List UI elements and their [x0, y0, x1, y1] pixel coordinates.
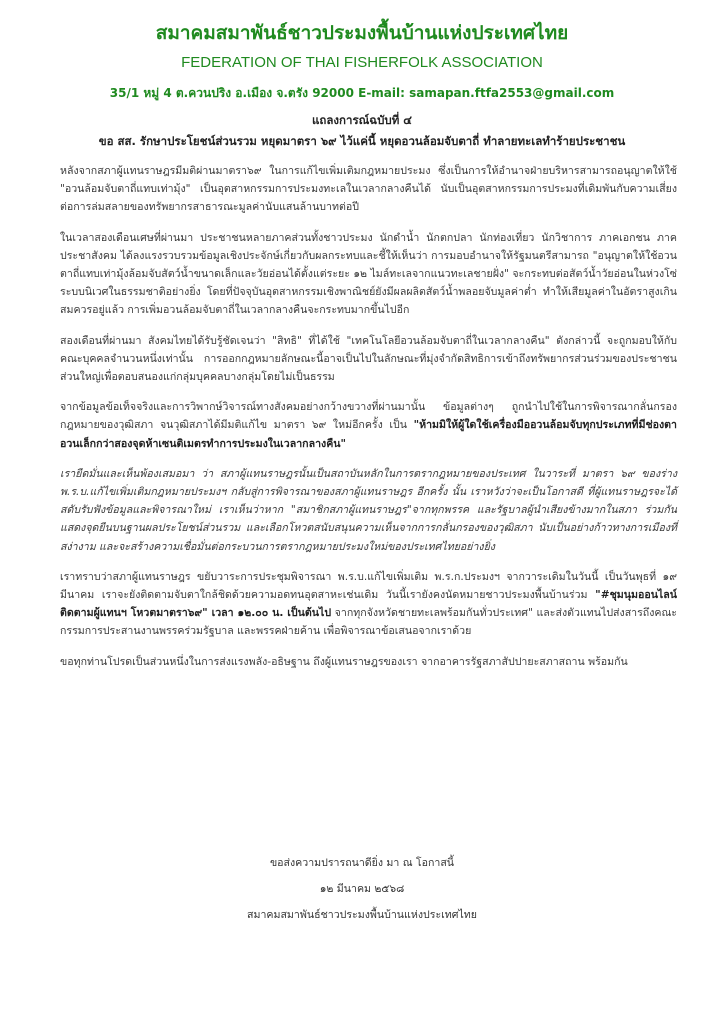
paragraph-3: สองเดือนที่ผ่านมา สังคมไทยได้รับรู้ชัดเจนว่า "สิทธิ" ที่ได้ใช้ "เทคโนโลยีอวนล้อมจับตาถี่ในเวลากลางคืน" ดังกล่าวนี้ จะถูกมอบให้กับคณะบุคคลจำนวนหนึ่งเท่านั้น การออกกฎหมายลักษณะนี้อาจเป็นไปในลักษณะที่มุ่งจำกัดสิทธิการเข้าถึงทรัพยากรส่วนร่วมของประชาชนส่วนใหญ่เพื่อตอบสนองแก่กลุ่มบุคคลบางกลุ่มโดยไม่เป็นธรรม — [60, 334, 677, 384]
paragraph-6 — [60, 568, 677, 641]
paragraph-5 — [60, 465, 677, 556]
org-name-english: FEDERATION OF THAI FISHERFOLK ASSOCIATION — [181, 54, 543, 71]
statement-body — [60, 162, 677, 683]
paragraph-2: ในเวลาสองเดือนเศษที่ผ่านมา ประชาชนหลายภาคส่วนทั้งชาวประมง นักดำน้ำ นักตกปลา นักท่องเที่ยว นักวิชาการ ภาคเอกชน ภาคประชาสังคม ได้ลงแรงรวบรวมข้อมูลเชิงประจักษ์เกี่ยวกับผลกระทบและชี้ให้เห็นว่า การมอบอำนาจให้รัฐมนตรีสามารถ "อนุญาตให้ใช้อวนตาถี่แทบเท่ามุ้งล้อมจับสัตว์น้ำขนาดเล็กและวัยอ่อนได้ตั้งแต่ระยะ ๑๒ ไมล์ทะเลจากแนวทะเลชายฝั่ง" จะกระทบต่อสัตว์น้ำวัยอ่อนในห่วงโซ่ระบบนิเวศในธรรมชาติอย่างยิ่ง โดยที่ปัจจุบันอุตสาหกรรมเชิงพาณิชย์ยังมีผลผลิตสัตว์น้ำพลอยจับมูลค่าต่ำ ทำให้เสียมูลค่าในอัตราสูงเกินสมควรอยู่แล้ว การเพิ่มอวนล้อมจับตาถี่ในเวลากลางคืนจะกระทบมากขึ้นไปอีก — [60, 231, 677, 317]
org-name-thai: สมาคมสมาพันธ์ชาวประมงพื้นบ้านแห่งประเทศไทย — [155, 22, 569, 44]
statement-headline: ขอ สส. รักษาประโยชน์ส่วนรวม หยุดมาตรา ๖๙ ไว้แค่นี้ หยุดอวนล้อมจับตาถี่ ทำลายทะเลทำร้ายประชาชน — [98, 134, 626, 148]
paragraph-7: ขอทุกท่านโปรดเป็นส่วนหนึ่งในการส่งแรงพลัง-อธิษฐาน ถึงผู้แทนราษฎรของเรา จากอาคารรัฐสภาสัปปายะสภาสถาน พร้อมกัน — [60, 655, 628, 668]
paragraph-5-italic: เรายืดมั่นและเห็นพ้องเสมอมา ว่า สภาผู้แทนราษฎรนั้นเป็นสถาบันหลักในการตรากฎหมายของประเทศ ในวาระที่ มาตรา ๖๙ ของร่าง พ.ร.บ.แก้ไขเพิ่มเติมกฎหมายประมงฯ กลับสู่การพิจารณาของสภาผู้แทนราษฎร อีกครั้ง นั้น เราหวังว่าจะเป็นโอกาสดี ที่ผู้แทนราษฎรจะได้สดับรับฟังข้อมูลและพิจารณาใหม่ เราเห็นว่าหาก "สมาชิกสภาผู้แทนราษฎร"จากทุกพรรค และรัฐบาลผู้นำเสียงข้างมากในสภา ร่วมกันแสดงจุดยืนบนฐานผลประโยชน์ส่วนรวม และเลือกโหวตสนับสนุนความเห็นจากการกลั่นกรองของวุฒิสภา นับเป็นอย่างก้าวทางการเมืองที่สง่างาม และจะสร้างความเชื่อมั่นต่อกระบวนการตรากฎหมายประมงใหม่ของประเทศไทยอย่างยิ่ง — [60, 467, 677, 553]
paragraph-4-bold: "ห้ามมิให้ผู้ใดใช้เครื่องมืออวนล้อมจับทุกประเภทที่มีช่องตาอวนเล็กกว่าสองจุดห้าเซนติเมตรทำการประมงในเวลากลางคืน" — [60, 419, 677, 450]
closing-line: ขอส่งความปรารถนาดียิ่ง มา ณ โอกาสนี้ — [269, 857, 455, 869]
paragraph-6-bold: "#ชุมนุมออนไลน์ติดตามผู้แทนฯ โหวตมาตรา๖๙" เวลา ๑๒.๐๐ น. เป็นต้นไป — [60, 589, 677, 620]
paragraph-6-text-a: เราทราบว่าสภาผู้แทนราษฎร ขยับวาระการประชุมพิจารณา พ.ร.บ.แก้ไขเพิ่มเติม พ.ร.ก.ประมงฯ จากวาระเดิมในวันนี้ เป็นวันพุธที่ ๑๙ มีนาคม เราจะยังติดตามจับตาใกล้ชิดด้วยความอดทนอุตสาหะเช่นเดิม วันนี้เรายังคงนัดหมายชาวประมงพื้นบ้านร่วม — [60, 570, 677, 602]
signatory-org: สมาคมสมาพันธ์ชาวประมงพื้นบ้านแห่งประเทศไทย — [247, 909, 477, 921]
paragraph-4-text: จากข้อมูลข้อเท็จจริงและการวิพากษ์วิจารณ์ทางสังคมอย่างกว้างขวางที่ผ่านมานั้น ข้อมูลต่างๆ ถูกนำไปใช้ในการพิจารณากลั่นกรองกฎหมายของวุฒิสภา จนวุฒิสภาได้มีมติแก้ไข มาตรา ๖๙ ใหม่อีกครั้ง เป็น — [60, 401, 677, 432]
paragraph-4 — [60, 398, 677, 453]
paragraph-1: หลังจากสภาผู้แทนราษฎรมีมติผ่านมาตรา๖๙ ในการแก้ไขเพิ่มเติมกฎหมายประมง ซึ่งเป็นการให้อำนาจฝ่ายบริหารสามารถอนุญาตให้ใช้ "อวนล้อมจับตาถี่แทบเท่ามุ้ง" เป็นอุตสาหกรรมการประมงทะเลในเวลากลางคืนได้ นับเป็นอุตสาหกรรมการประมงที่เดิมพันกับความเสี่ยงต่อการล่มสลายของทรัพยากรสาธารณะมูลค่านับแสนล้านบาทต่อปี — [60, 165, 677, 214]
statement-number: แถลงการณ์ฉบับที่ ๔ — [311, 113, 413, 127]
signature-block — [0, 850, 724, 928]
paragraph-6-text-b: จากทุกจังหวัดชายทะเลพร้อมกันทั่วประเทศ" และส่งตัวแทนไปส่งสารถึงคณะกรรมการประสานงานพรรคร่วมรัฐบาล และพรรคฝ่ายค้าน เพื่อพิจารณาข้อเสนอจากเราด้วย — [60, 607, 677, 638]
statement-date: ๑๒ มีนาคม ๒๕๖๘ — [319, 883, 405, 895]
org-address: 35/1 หมู่ 4 ต.ควนปริง อ.เมือง จ.ตรัง 92000 E-mail: samapan.ftfa2553@gmail.com — [109, 86, 615, 100]
